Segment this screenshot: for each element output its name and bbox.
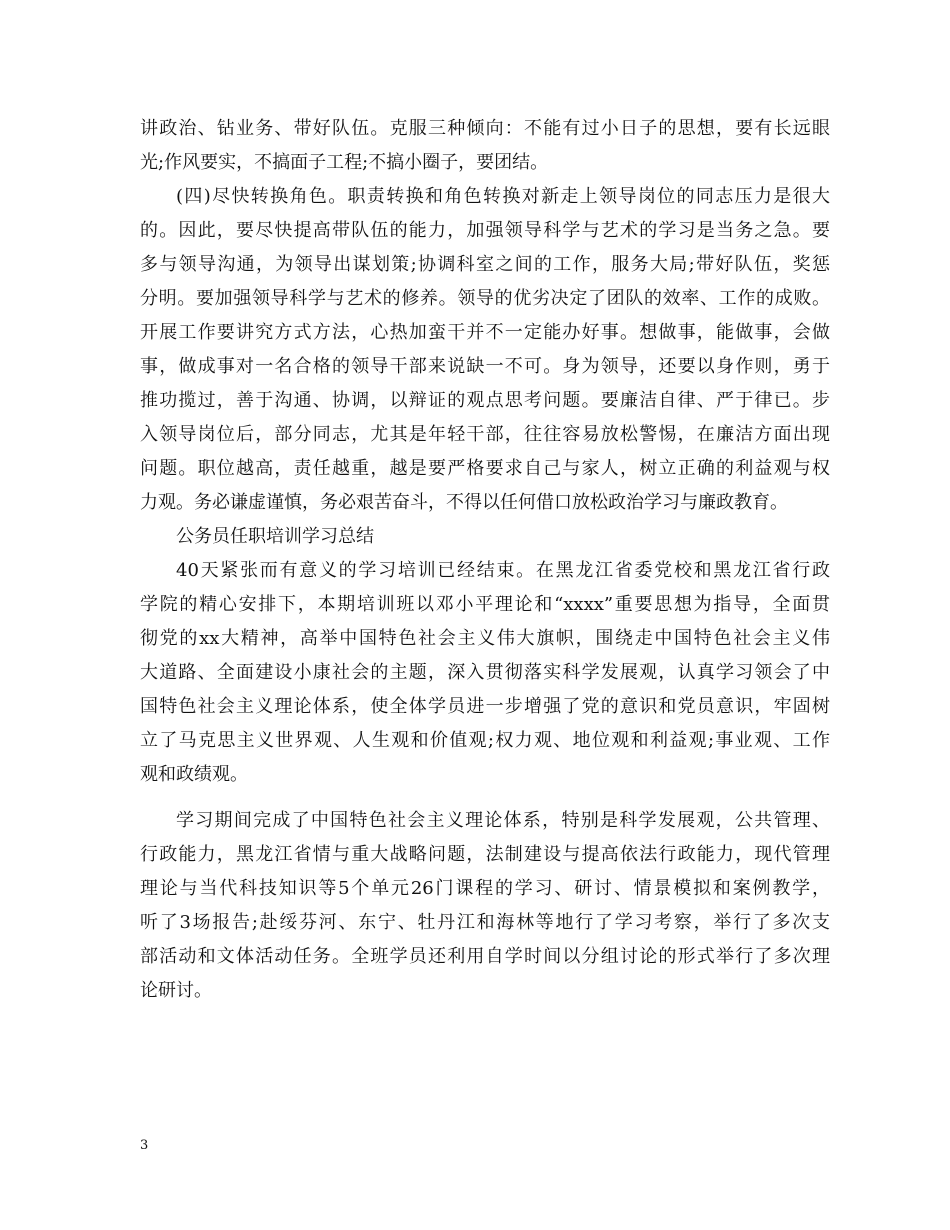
section-heading: 公务员任职培训学习总结 — [176, 526, 374, 547]
text-line: 光;作风要实，不搞面子工程;不搞小圈子，要团结。 — [140, 152, 549, 173]
paragraph-start-line: (四)尽快转换角色。职责转换和角色转换对新走上领导岗位的同志压力是很大 — [176, 186, 830, 207]
document-body — [140, 112, 830, 1008]
text-line: 论研讨。 — [140, 980, 212, 1001]
text-line: 推功揽过，善于沟通、协调，以辩证的观点思考问题。要廉洁自律、严于律已。步 — [140, 390, 830, 411]
text-line: 入领导岗位后，部分同志，尤其是年轻干部，往往容易放松警惕，在廉洁方面出现 — [140, 424, 830, 445]
text-line: 力观。务必谦虚谨慎，务必艰苦奋斗，不得以任何借口放松政治学习与廉政教育。 — [140, 492, 788, 513]
page-number: 3 — [140, 1138, 149, 1153]
text-line: 观和政绩观。 — [140, 764, 248, 785]
paragraph-gap — [140, 792, 830, 804]
text-line: 听了3场报告;赴绥芬河、东宁、牡丹江和海林等地行了学习考察，举行了多次支 — [140, 912, 830, 933]
text-line: 问题。职位越高，责任越重，越是要严格要求自己与家人，树立正确的利益观与权 — [140, 458, 830, 479]
text-line: 多与领导沟通，为领导出谋划策;协调科室之间的工作，服务大局;带好队伍，奖惩 — [140, 254, 830, 275]
text-line: 理论与当代科技知识等5个单元26门课程的学习、研讨、情景模拟和案例教学， — [140, 878, 830, 899]
text-line: 彻党的xx大精神，高举中国特色社会主义伟大旗帜，围绕走中国特色社会主义伟 — [140, 628, 830, 649]
text-line: 分明。要加强领导科学与艺术的修养。领导的优劣决定了团队的效率、工作的成败。 — [140, 288, 830, 309]
text-line: 学院的精心安排下，本期培训班以邓小平理论和“xxxx”重要思想为指导，全面贯 — [140, 594, 830, 615]
text-line: 行政能力，黑龙江省情与重大战略问题，法制建设与提高依法行政能力，现代管理 — [140, 844, 830, 865]
text-line: 讲政治、钻业务、带好队伍。克服三种倾向：不能有过小日子的思想，要有长远眼 — [140, 118, 830, 139]
paragraph-start-line: 学习期间完成了中国特色社会主义理论体系，特别是科学发展观，公共管理、 — [176, 810, 830, 831]
text-line: 部活动和文体活动任务。全班学员还利用自学时间以分组讨论的形式举行了多次理 — [140, 946, 830, 967]
text-line: 开展工作要讲究方式方法，心热加蛮干并不一定能办好事。想做事，能做事，会做 — [140, 322, 830, 343]
text-line: 大道路、全面建设小康社会的主题，深入贯彻落实科学发展观，认真学习领会了中 — [140, 662, 830, 683]
text-line: 事，做成事对一名合格的领导干部来说缺一不可。身为领导，还要以身作则，勇于 — [140, 356, 830, 377]
text-line: 立了马克思主义世界观、人生观和价值观;权力观、地位观和利益观;事业观、工作 — [140, 730, 830, 751]
text-line: 的。因此，要尽快提高带队伍的能力，加强领导科学与艺术的学习是当务之急。要 — [140, 220, 830, 241]
paragraph-start-line: 40天紧张而有意义的学习培训已经结束。在黑龙江省委党校和黑龙江省行政 — [176, 560, 830, 581]
text-line: 国特色社会主义理论体系，使全体学员进一步增强了党的意识和党员意识，牢固树 — [140, 696, 830, 717]
